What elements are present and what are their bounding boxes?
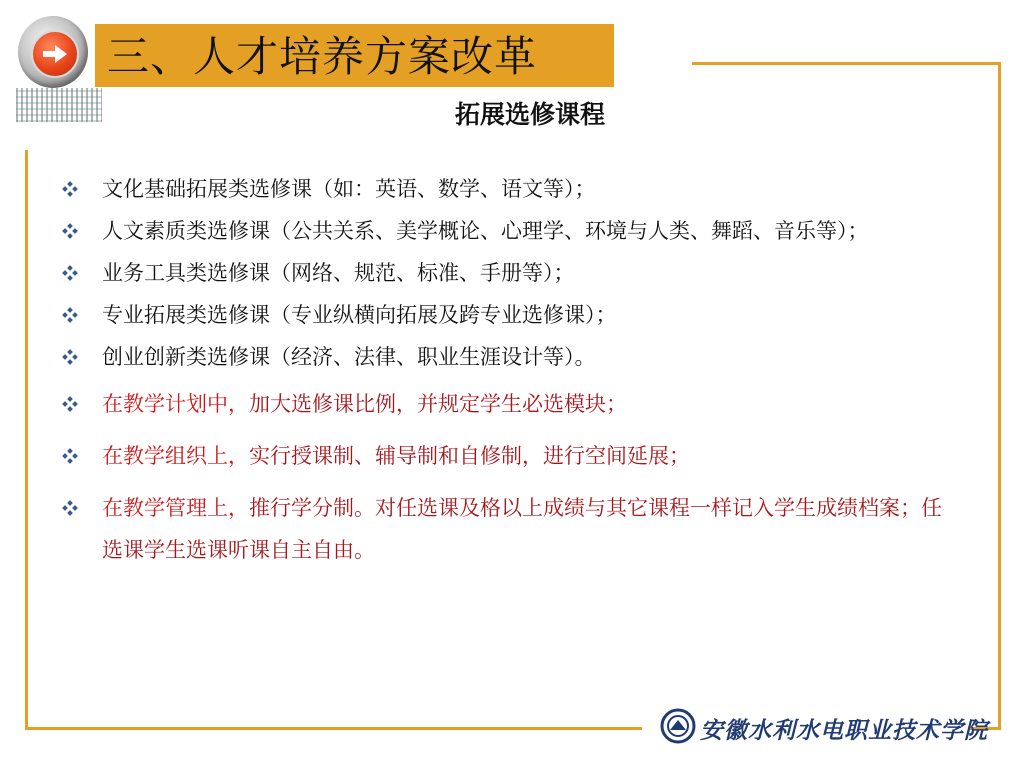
slide-subtitle: 拓展选修课程 bbox=[454, 100, 605, 129]
diamond-bullet-icon bbox=[62, 349, 78, 365]
list-item-highlight bbox=[62, 482, 942, 571]
list-item-text: 文化基础拓展类选修课（如：英语、数学、语文等）； bbox=[102, 177, 596, 201]
school-name: 安徽水利水电职业技术学院 bbox=[700, 717, 988, 744]
diamond-bullet-icon bbox=[62, 223, 78, 239]
highlight-text: 实行授课制、辅导制和自修制，进行空间延展； bbox=[249, 444, 690, 468]
frame-left-border bbox=[25, 150, 28, 730]
highlight-label: 在教学组织上， bbox=[102, 444, 249, 468]
list-item-text: 人文素质类选修课（公共关系、美学概论、心理学、环境与人类、舞蹈、音乐等）； bbox=[102, 219, 869, 243]
list-item bbox=[62, 252, 942, 294]
frame-top-border bbox=[692, 62, 1001, 65]
list-item-text: 专业拓展类选修课（专业纵横向拓展及跨专业选修课）； bbox=[102, 303, 617, 327]
diamond-bullet-icon bbox=[62, 500, 78, 516]
list-item bbox=[62, 168, 942, 210]
diamond-bullet-icon bbox=[62, 448, 78, 464]
diamond-bullet-icon bbox=[62, 181, 78, 197]
highlight-text: 推行学分制。对任选课及格以上成绩与其它课程一样记入学生成绩档案；任选课学生选课听课自主自由。 bbox=[102, 496, 942, 562]
frame-bottom-border-left bbox=[25, 727, 642, 730]
diamond-bullet-icon bbox=[62, 265, 78, 281]
next-slide-button[interactable] bbox=[18, 16, 88, 88]
list-item-highlight bbox=[62, 378, 942, 430]
frame-right-border bbox=[998, 62, 1001, 730]
slide-title: 三、人才培养方案改革 bbox=[107, 32, 538, 81]
list-item-text: 创业创新类选修课（经济、法律、职业生涯设计等）。 bbox=[102, 345, 596, 369]
list-item-highlight bbox=[62, 430, 942, 482]
arrow-right-icon bbox=[31, 30, 79, 78]
list-item-text: 业务工具类选修课（网络、规范、标准、手册等）； bbox=[102, 261, 575, 285]
highlight-label: 在教学计划中， bbox=[102, 392, 249, 416]
school-emblem-icon bbox=[660, 708, 696, 744]
bullet-list bbox=[62, 168, 942, 571]
list-item bbox=[62, 294, 942, 336]
list-item bbox=[62, 336, 942, 378]
list-item bbox=[62, 210, 942, 252]
highlight-label: 在教学管理上， bbox=[102, 496, 249, 520]
diamond-bullet-icon bbox=[62, 307, 78, 323]
highlight-text: 加大选修课比例，并规定学生必选模块； bbox=[249, 392, 627, 416]
diamond-bullet-icon bbox=[62, 396, 78, 412]
